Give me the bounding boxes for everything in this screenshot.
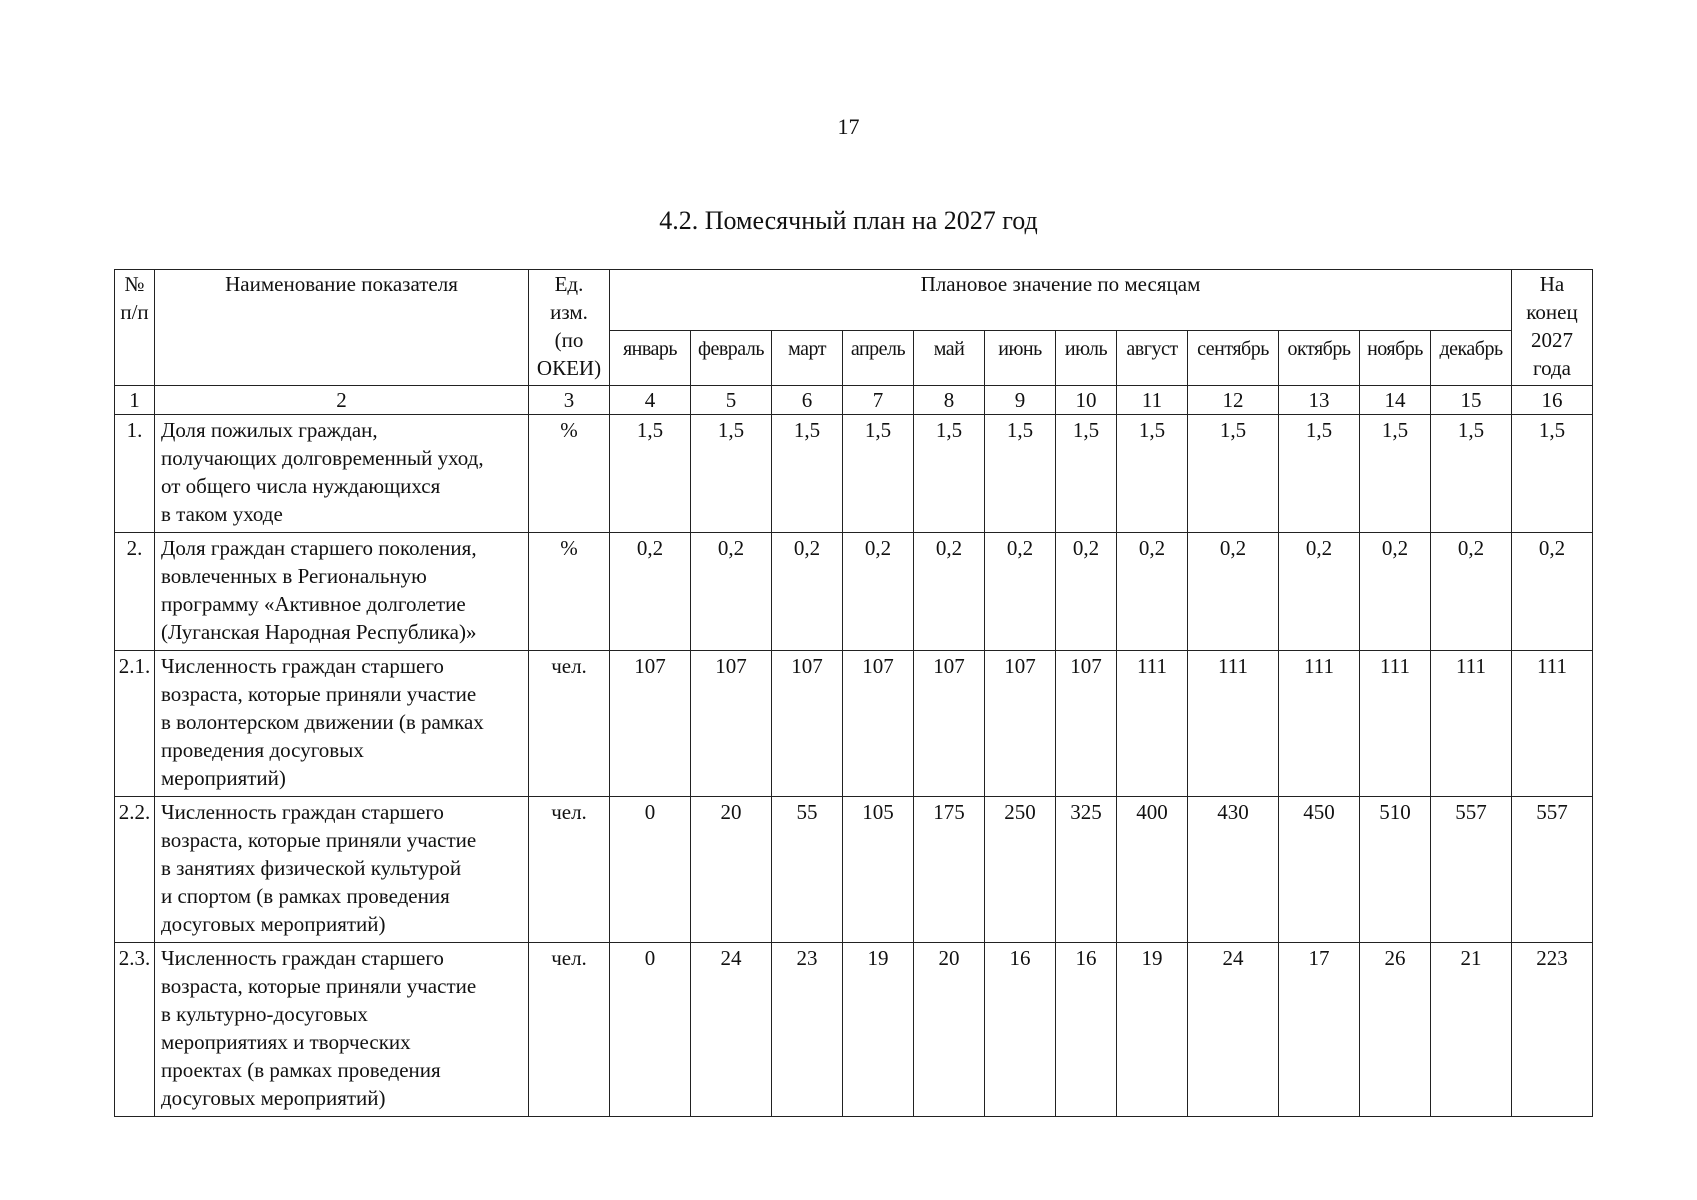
unit-cell: чел. (529, 797, 610, 943)
table-row (115, 797, 1593, 943)
column-number: 11 (1117, 386, 1188, 415)
row-number: 2.1. (115, 651, 155, 797)
month-value: 20 (914, 943, 985, 1117)
table-row (115, 651, 1593, 797)
year-end-value: 557 (1512, 797, 1593, 943)
row-number: 2.2. (115, 797, 155, 943)
month-value: 0,2 (772, 533, 843, 651)
header-unit: Ед. изм. (по ОКЕИ) (529, 270, 610, 386)
column-number: 5 (691, 386, 772, 415)
indicator-name: Численность граждан старшего возраста, которые приняли участие в волонтерском движении (в рамках проведения досуговых мероприятий) (155, 651, 529, 797)
month-value: 107 (610, 651, 691, 797)
month-value: 111 (1360, 651, 1431, 797)
header-month: январь (610, 331, 691, 386)
header-month: декабрь (1431, 331, 1512, 386)
month-value: 0,2 (1188, 533, 1279, 651)
page-title: 4.2. Помесячный план на 2027 год (659, 206, 1038, 235)
month-value: 111 (1188, 651, 1279, 797)
month-value: 1,5 (1056, 415, 1117, 533)
column-number: 4 (610, 386, 691, 415)
month-value: 0 (610, 943, 691, 1117)
table-row (115, 415, 1593, 533)
month-value: 17 (1279, 943, 1360, 1117)
column-number: 12 (1188, 386, 1279, 415)
indicator-name: Численность граждан старшего возраста, которые приняли участие в культурно-досуговых мероприятиях и творческих проектах (в рамках проведения досуговых мероприятий) (155, 943, 529, 1117)
month-value: 16 (1056, 943, 1117, 1117)
column-number: 8 (914, 386, 985, 415)
header-planned-by-month: Плановое значение по месяцам (610, 270, 1512, 331)
month-value: 23 (772, 943, 843, 1117)
header-indicator-name: Наименование показателя (155, 270, 529, 386)
month-value: 1,5 (985, 415, 1056, 533)
year-end-value: 111 (1512, 651, 1593, 797)
month-value: 24 (691, 943, 772, 1117)
month-value: 107 (985, 651, 1056, 797)
unit-cell: чел. (529, 651, 610, 797)
indicator-name: Доля пожилых граждан, получающих долговременный уход, от общего числа нуждающихся в таком уходе (155, 415, 529, 533)
month-value: 250 (985, 797, 1056, 943)
month-value: 430 (1188, 797, 1279, 943)
month-value: 107 (772, 651, 843, 797)
page-number: 17 (837, 114, 860, 139)
month-value: 1,5 (610, 415, 691, 533)
month-value: 1,5 (1431, 415, 1512, 533)
header-month: апрель (843, 331, 914, 386)
column-number: 7 (843, 386, 914, 415)
row-number: 2.3. (115, 943, 155, 1117)
month-value: 1,5 (1360, 415, 1431, 533)
column-number: 13 (1279, 386, 1360, 415)
month-value: 24 (1188, 943, 1279, 1117)
month-value: 19 (1117, 943, 1188, 1117)
table-row (115, 533, 1593, 651)
month-value: 1,5 (914, 415, 985, 533)
month-value: 557 (1431, 797, 1512, 943)
column-number: 15 (1431, 386, 1512, 415)
month-value: 0,2 (1279, 533, 1360, 651)
month-value: 1,5 (1188, 415, 1279, 533)
month-value: 0,2 (843, 533, 914, 651)
month-value: 107 (691, 651, 772, 797)
column-number: 3 (529, 386, 610, 415)
year-end-value: 223 (1512, 943, 1593, 1117)
header-month: июнь (985, 331, 1056, 386)
month-value: 26 (1360, 943, 1431, 1117)
column-number: 1 (115, 386, 155, 415)
month-value: 0,2 (1360, 533, 1431, 651)
month-value: 400 (1117, 797, 1188, 943)
month-value: 111 (1279, 651, 1360, 797)
month-value: 0,2 (1056, 533, 1117, 651)
column-number: 6 (772, 386, 843, 415)
month-value: 21 (1431, 943, 1512, 1117)
header-year-end: На конец 2027 года (1512, 270, 1593, 386)
month-value: 0,2 (1431, 533, 1512, 651)
month-value: 0 (610, 797, 691, 943)
column-number-row (115, 386, 1593, 415)
column-number: 16 (1512, 386, 1593, 415)
year-end-value: 1,5 (1512, 415, 1593, 533)
column-number: 9 (985, 386, 1056, 415)
month-value: 0,2 (914, 533, 985, 651)
month-value: 111 (1117, 651, 1188, 797)
month-value: 175 (914, 797, 985, 943)
unit-cell: % (529, 533, 610, 651)
month-value: 1,5 (1117, 415, 1188, 533)
month-value: 1,5 (1279, 415, 1360, 533)
monthly-plan-table (114, 269, 1593, 1117)
month-value: 55 (772, 797, 843, 943)
month-value: 450 (1279, 797, 1360, 943)
month-value: 510 (1360, 797, 1431, 943)
header-month: ноябрь (1360, 331, 1431, 386)
month-value: 1,5 (843, 415, 914, 533)
indicator-name: Доля граждан старшего поколения, вовлеченных в Региональную программу «Активное долголетие (Луганская Народная Республика)» (155, 533, 529, 651)
month-value: 107 (914, 651, 985, 797)
month-value: 325 (1056, 797, 1117, 943)
header-month: август (1117, 331, 1188, 386)
header-month: октябрь (1279, 331, 1360, 386)
unit-cell: % (529, 415, 610, 533)
table-row (115, 943, 1593, 1117)
month-value: 0,2 (610, 533, 691, 651)
month-value: 19 (843, 943, 914, 1117)
header-month: июль (1056, 331, 1117, 386)
header-month: сентябрь (1188, 331, 1279, 386)
row-number: 2. (115, 533, 155, 651)
column-number: 10 (1056, 386, 1117, 415)
row-number: 1. (115, 415, 155, 533)
header-month: март (772, 331, 843, 386)
month-value: 105 (843, 797, 914, 943)
header-month: май (914, 331, 985, 386)
month-value: 16 (985, 943, 1056, 1117)
month-value: 1,5 (691, 415, 772, 533)
header-row-number: № п/п (115, 270, 155, 386)
month-value: 107 (843, 651, 914, 797)
year-end-value: 0,2 (1512, 533, 1593, 651)
month-value: 111 (1431, 651, 1512, 797)
month-value: 1,5 (772, 415, 843, 533)
header-month: февраль (691, 331, 772, 386)
column-number: 2 (155, 386, 529, 415)
month-value: 0,2 (1117, 533, 1188, 651)
column-number: 14 (1360, 386, 1431, 415)
month-value: 0,2 (691, 533, 772, 651)
month-value: 107 (1056, 651, 1117, 797)
indicator-name: Численность граждан старшего возраста, которые приняли участие в занятиях физической культурой и спортом (в рамках проведения досуговых мероприятий) (155, 797, 529, 943)
unit-cell: чел. (529, 943, 610, 1117)
month-value: 0,2 (985, 533, 1056, 651)
month-value: 20 (691, 797, 772, 943)
